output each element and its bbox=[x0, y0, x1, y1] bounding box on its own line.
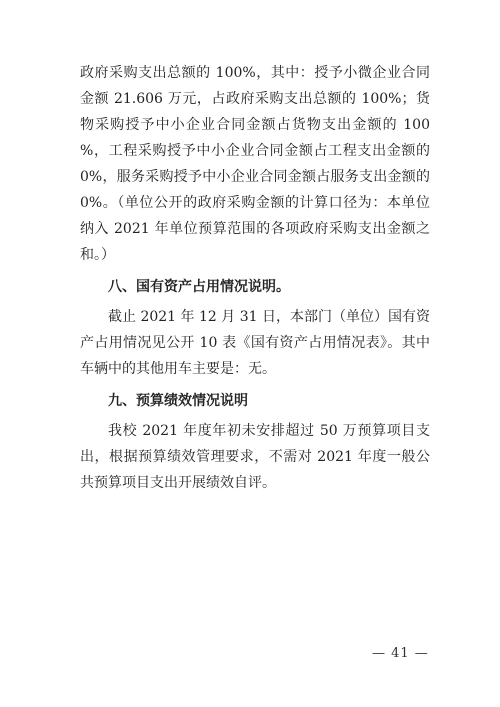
section-9-body: 我校 2021 年度年初未安排超过 50 万预算项目支出，根据预算绩效管理要求，不需对 2021 年度一般公共预算项目支出开展绩效自评。 bbox=[80, 423, 430, 491]
page-number: — 41 — bbox=[372, 646, 429, 661]
section-8-heading: 八、国有资产占用情况说明。 bbox=[108, 279, 290, 295]
section-9-heading: 九、预算绩效情况说明 bbox=[108, 393, 248, 409]
procurement-paragraph: 政府采购支出总额的 100%，其中：授予小微企业合同金额 21.606 万元，占政府采购支出总额的 100%；货物采购授予中小企业合同金额占货物支出金额的 100 %，工程采购授予中小企业合同金额占工程支出金额的 0%，服务采购授予中小企业合同金额占服务支出金额的 0%。（单位公开的政府采购金额的计算口径为：本单位纳入 2021 年单位预算范围的各项政府采购支出金额之和。） bbox=[80, 65, 430, 263]
section-8-body: 截止 2021 年 12 月 31 日，本部门（单位）国有资产占用情况见公开 10 表《国有资产占用情况表》。其中车辆中的其他用车主要是：无。 bbox=[80, 309, 430, 377]
document-body bbox=[80, 60, 430, 496]
